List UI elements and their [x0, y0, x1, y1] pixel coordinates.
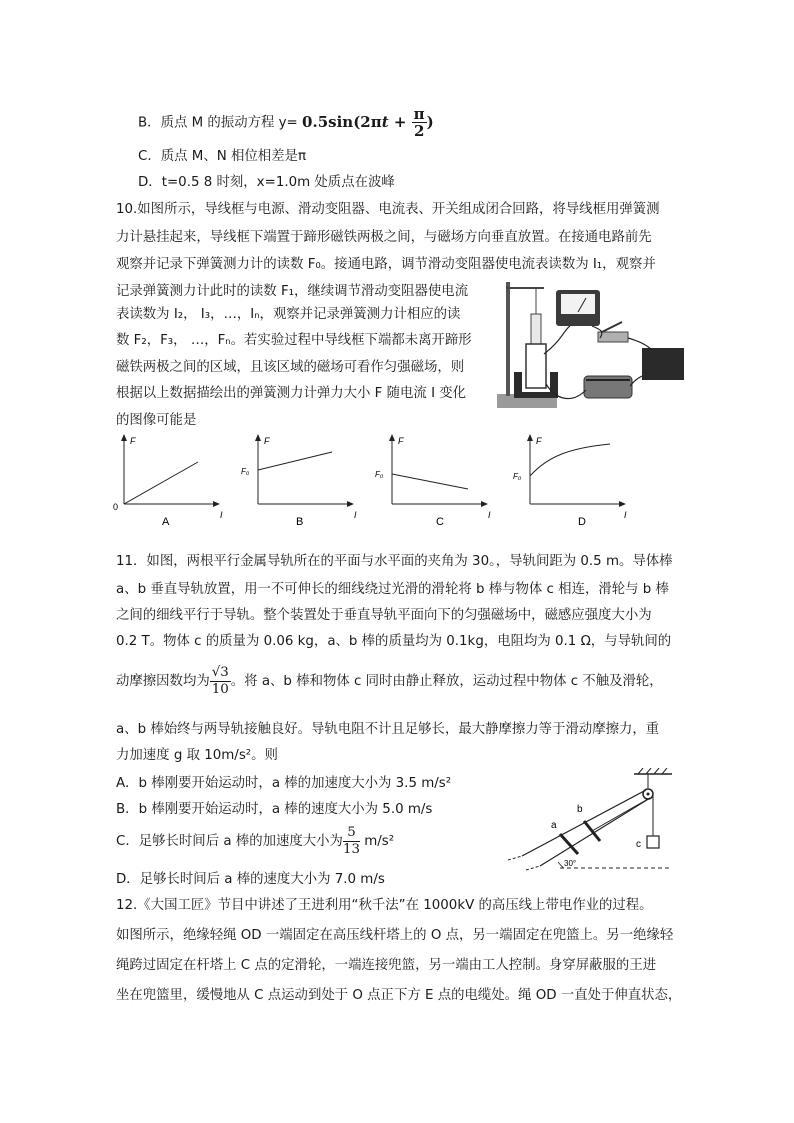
pulley-axle	[647, 793, 650, 796]
graph-a-origin: 0	[113, 502, 119, 512]
q12-line-1: 12.《大国工匠》节目中讲述了王进利用“秋千法”在 1000kV 的高压线上带电作业的过程。	[116, 898, 653, 913]
q10-line-7: 磁铁两极之间的区域，且该区域的磁场可看作匀强磁场，则	[116, 360, 465, 375]
q11-line-5-pre: 动摩擦因数均为	[116, 674, 210, 689]
graph-a-caption: A	[162, 516, 170, 528]
q11-line-7: 力加速度 g 取 10m/s²。则	[116, 748, 278, 763]
q11-option-b: B．b 棒刚要开始运动时，a 棒的速度大小为 5.0 m/s	[116, 802, 433, 817]
graph-b-caption: B	[296, 516, 304, 528]
q11-option-c-pre: C．足够长时间后 a 棒的加速度大小为	[116, 834, 343, 849]
graph-d-x-label: I	[624, 510, 627, 520]
friction-fraction-denominator: 10	[211, 681, 229, 697]
graph-b-x-arrow	[347, 501, 354, 507]
graph-d-curve	[530, 444, 610, 476]
q10-line-4: 记录弹簧测力计此时的读数 F₁，继续调节滑动变阻器使电流	[116, 284, 469, 299]
accel-fraction-denominator: 13	[342, 841, 360, 857]
accel-fraction-numerator: 5	[343, 825, 360, 842]
q10-graph-row	[108, 432, 636, 528]
q11-option-c	[116, 822, 394, 862]
q11-option-a: A．b 棒刚要开始运动时，a 棒的加速度大小为 3.5 m/s²	[116, 776, 452, 791]
q10-line-5: 表读数为 I₂， I₃，…，Iₙ，观察并记录弹簧测力计相应的读	[116, 307, 461, 322]
graph-c-f0-label: F₀	[375, 470, 384, 479]
graph-d-f0-label: F₀	[513, 472, 522, 481]
graph-c-x-arrow	[481, 501, 488, 507]
q10-line-3: 观察并记录下弹簧测力计的读数 F₀。接通电路，调节滑动变阻器使电流表读数为 I₁，观察并	[116, 257, 656, 272]
graph-d	[513, 434, 627, 528]
graph-b	[241, 434, 357, 528]
formula-fraction	[412, 106, 427, 139]
q9-option-b-text: B．质点 M 的振动方程 y=	[138, 115, 303, 131]
graph-b-f0-label: F₀	[241, 467, 250, 476]
rail-lower-dash	[526, 866, 540, 870]
fraction-numerator: π	[413, 105, 425, 123]
wire	[544, 326, 570, 354]
accel-fraction	[343, 825, 360, 858]
rod-b-label: b	[577, 804, 583, 815]
q10-apparatus-figure	[492, 280, 688, 414]
q11-line-6: a、b 棒始终与两导轨接触良好。导轨电阻不计且足够长，最大静摩擦力等于滑动摩擦力，重	[116, 722, 660, 737]
q12-line-2: 如图所示，绝缘轻绳 OD 一端固定在高压线杆塔上的 O 点，另一端固定在兜篮上。另一绝缘轻	[116, 928, 674, 943]
q9-option-c: C．质点 M、N 相位相差是π	[138, 149, 307, 164]
graph-c	[375, 434, 491, 528]
q10-line-2: 力计悬挂起来，导线框下端置于蹄形磁铁两极之间，与磁场方向垂直放置。在接通电路前先	[116, 230, 652, 245]
graph-a-y-arrow	[121, 434, 127, 441]
battery-box	[642, 348, 684, 380]
formula-part: 0.5sin(2π	[302, 112, 382, 131]
graph-c-caption: C	[436, 516, 444, 528]
angle-label: 30°	[564, 859, 577, 868]
q11-line-1: 11．如图，两根平行金属导轨所在的平面与水平面的夹角为 30。，导轨间距为 0.5 m。导体棒	[116, 554, 673, 569]
graph-c-line	[392, 474, 468, 489]
graph-b-x-label: I	[354, 510, 357, 520]
rail-lower	[540, 798, 650, 866]
spring-scale	[531, 314, 541, 344]
q11-incline-figure	[500, 768, 680, 876]
rod-a-label: a	[551, 820, 557, 831]
graph-d-x-arrow	[619, 501, 626, 507]
formula-close: )	[426, 112, 434, 131]
q11-line-2: a、b 垂直导轨放置，用一不可伸长的细线绕过光滑的滑轮将 b 棒与物体 c 相连，滑轮与 b 棒	[116, 582, 669, 597]
switch-lever	[602, 322, 622, 332]
q9-option-b-formula	[302, 105, 434, 140]
graph-a	[113, 434, 223, 528]
graph-d-y-label: F	[536, 436, 542, 446]
graph-a-line	[124, 462, 198, 504]
q11-line-5	[116, 660, 663, 704]
rail-upper-dash	[508, 856, 522, 860]
q11-option-d: D．足够长时间后 a 棒的速度大小为 7.0 m/s	[116, 872, 385, 887]
graph-b-line	[258, 452, 332, 470]
q10-line-1: 10.如图所示，导线框与电源、滑动变阻器、电流表、开关组成闭合回路，将导线框用弹簧测	[116, 202, 660, 217]
q9-option-b	[138, 106, 434, 139]
horseshoe-magnet	[514, 372, 558, 398]
q9-option-d: D．t=0.5 8 时刻，x=1.0m 处质点在波峰	[138, 175, 395, 190]
graph-b-y-arrow	[255, 434, 261, 441]
q11-line-3: 之间的细线平行于导轨。整个装置处于垂直导轨平面向下的匀强磁场中，磁感应强度大小为	[116, 608, 652, 623]
graph-d-y-arrow	[527, 434, 533, 441]
q10-line-9: 的图像可能是	[116, 413, 197, 428]
switch	[598, 332, 628, 342]
q12-line-3: 绳跨过固定在杆塔上 C 点的定滑轮，一端连接兜篮，另一端由工人控制。身穿屏蔽服的王进	[116, 958, 657, 973]
formula-plus: +	[388, 112, 412, 131]
graph-a-y-label: F	[130, 436, 136, 446]
graph-c-y-label: F	[398, 436, 404, 446]
fraction-denominator: 2	[413, 122, 425, 140]
stand-rod	[506, 282, 510, 396]
q11-option-c-post: m/s²	[359, 834, 395, 849]
graph-d-caption: D	[578, 516, 586, 528]
friction-fraction-numerator: √3	[211, 664, 229, 680]
graph-c-x-label: I	[488, 510, 491, 520]
q11-line-4: 0.2 T。物体 c 的质量为 0.06 kg，a、b 棒的质量均为 0.1kg，电阻均为 0.1 Ω，与导轨间的	[116, 634, 672, 649]
q10-line-6: 数 F₂，F₃， …，Fₙ。若实验过程中导线框下端都未离开蹄形	[116, 333, 472, 348]
formula-t: t	[381, 112, 389, 131]
ceiling-hatch	[638, 768, 667, 774]
q10-line-8: 根据以上数据描绘出的弹簧测力计弹力大小 F 随电流 I 变化	[116, 386, 467, 401]
wire-frame	[526, 344, 546, 388]
block-c	[647, 836, 659, 848]
graph-a-x-label: I	[220, 510, 223, 520]
graph-c-y-arrow	[389, 434, 395, 441]
block-c-label: c	[636, 839, 641, 850]
q12-line-4: 坐在兜篮里，缓慢地从 C 点运动到处于 O 点正下方 E 点的电缆处。绳 OD 一直处于伸直状态，	[116, 988, 682, 1003]
graph-b-y-label: F	[264, 436, 270, 446]
graph-a-x-arrow	[213, 501, 220, 507]
friction-fraction	[210, 665, 231, 698]
q11-line-5-post: 。将 a、b 棒和物体 c 同时由静止释放，运动过程中物体 c 不触及滑轮，	[230, 674, 663, 689]
